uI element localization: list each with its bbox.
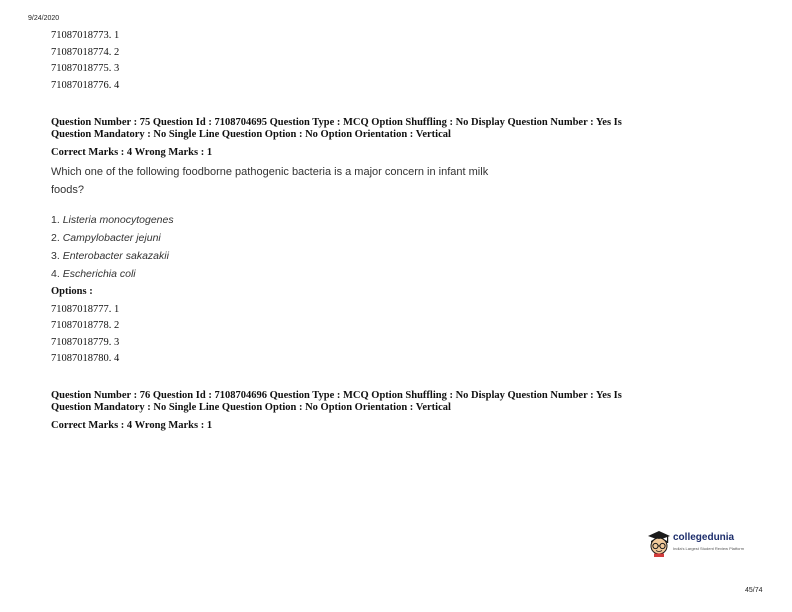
question-76-header-line1: Question Number : 76 Question Id : 7108704696 Question Type : MCQ Option Shuffling : No Display Question Number : Yes Is (51, 390, 622, 401)
question-76-header-line2: Question Mandatory : No Single Line Question Option : No Option Orientation : Vertical (51, 402, 451, 413)
choice-number: 3. (51, 250, 60, 262)
question-75-text (51, 163, 488, 199)
student-mascot-icon (647, 529, 671, 557)
choice-number: 2. (51, 232, 60, 244)
question-75-header-line2: Question Mandatory : No Single Line Question Option : No Option Orientation : Vertical (51, 129, 451, 140)
choice-label: Enterobacter sakazakii (62, 250, 169, 262)
choice-number: 4. (51, 268, 60, 280)
option-2: 71087018778. 2 (51, 320, 120, 331)
question-75-text-line2: foods? (51, 184, 85, 196)
option-3: 71087018779. 3 (51, 337, 120, 348)
choice-label: Escherichia coli (62, 268, 136, 280)
choice-1 (51, 211, 174, 229)
options-label: Options : (51, 286, 93, 297)
page-number: 45/74 (745, 587, 763, 594)
option-4: 71087018780. 4 (51, 353, 120, 364)
prev-option-4: 71087018776. 4 (51, 80, 120, 91)
choice-4 (51, 265, 174, 283)
collegedunia-logo (647, 529, 757, 557)
prev-option-3: 71087018775. 3 (51, 63, 120, 74)
choice-label: Listeria monocytogenes (62, 214, 174, 226)
question-76-header (51, 390, 741, 414)
option-1: 71087018777. 1 (51, 304, 120, 315)
prev-option-1: 71087018773. 1 (51, 30, 120, 41)
choice-label: Campylobacter jejuni (62, 232, 161, 244)
question-75-header-line1: Question Number : 75 Question Id : 7108704695 Question Type : MCQ Option Shuffling : No Display Question Number : Yes Is (51, 117, 622, 128)
choice-number: 1. (51, 214, 60, 226)
question-75-marks: Correct Marks : 4 Wrong Marks : 1 (51, 147, 213, 158)
logo-tagline: India's Largest Student Review Platform (673, 546, 745, 551)
choice-3 (51, 247, 174, 265)
question-76-marks: Correct Marks : 4 Wrong Marks : 1 (51, 420, 213, 431)
question-75-choices (51, 211, 174, 283)
logo-wordmark: collegedunia (673, 532, 735, 543)
question-75-text-line1: Which one of the following foodborne pathogenic bacteria is a major concern in infant milk (51, 166, 489, 178)
choice-2 (51, 229, 174, 247)
question-75-header (51, 117, 741, 141)
print-date: 9/24/2020 (28, 15, 60, 22)
prev-option-2: 71087018774. 2 (51, 47, 120, 58)
